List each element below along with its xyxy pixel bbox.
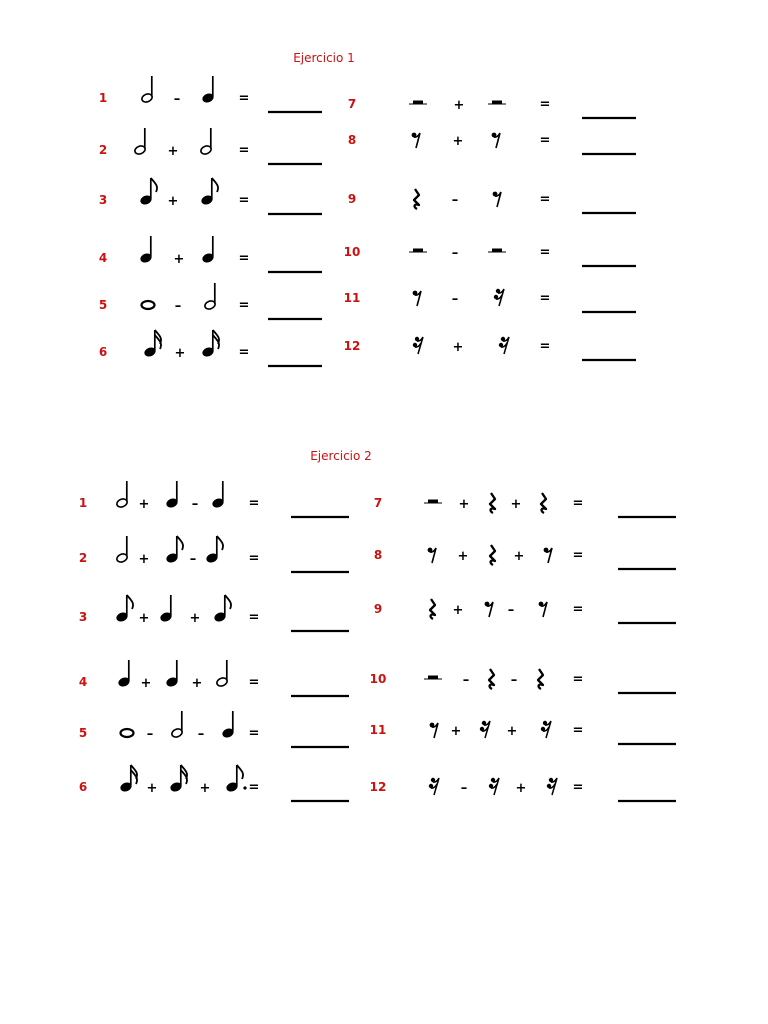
plus-sign: + [515,781,527,796]
sixteenth-rest-icon [480,721,490,738]
problem-number: 1 [98,91,108,105]
problem-number: 12 [343,339,361,353]
problem-number: 7 [373,496,383,510]
half-icon [141,76,154,104]
equals-sign: = [248,726,260,741]
problem-number: 9 [373,602,383,616]
problem-number: 5 [78,726,88,740]
plus-sign: + [191,676,203,691]
minus-sign: – [174,299,182,314]
whole-icon [121,729,134,737]
quarter-rest-icon [538,669,543,689]
half-icon [116,481,129,509]
half-rest-icon [488,101,506,105]
eighth-icon [214,595,231,623]
problem-number: 6 [78,780,88,794]
problem-number: 4 [98,251,108,265]
eighth-icon [206,536,223,564]
equals-sign: = [238,143,250,158]
equals-sign: = [248,780,260,795]
eighth-icon [201,178,218,206]
equals-sign: = [572,548,584,563]
eighth-rest-icon [485,602,493,617]
half-rest-icon [409,249,427,253]
equals-sign: = [539,245,551,260]
plus-sign: + [140,676,152,691]
exercise-2-problem-12 [370,778,676,801]
exercise-2-problem-4 [79,660,349,696]
exercise-1-problem-1 [99,76,322,112]
half-icon [171,711,184,739]
quarter-icon [202,236,215,264]
sixteenth-rest-icon [429,778,439,795]
eighth-icon [116,595,133,623]
quarter-icon [202,76,215,104]
exercise-2-problem-8 [374,545,676,569]
problem-number: 2 [98,143,108,157]
quarter-icon [140,236,153,264]
plus-sign: + [189,611,201,626]
whole-icon [142,301,155,309]
plus-sign: + [458,497,470,512]
exercise-2-problem-1 [79,481,349,517]
sixteenth-rest-icon [499,337,509,354]
half-rest-icon [424,676,442,680]
plus-sign: + [453,98,465,113]
sixteenth-icon [202,330,219,358]
problem-number: 10 [343,245,361,259]
eighth-icon [140,178,157,206]
half-icon [134,128,147,156]
equals-sign: = [539,133,551,148]
quarter-rest-icon [414,189,419,209]
dotted-eighth-icon [226,765,247,793]
eighth-rest-icon [413,291,421,306]
plus-sign: + [450,724,462,739]
sixteenth-rest-icon [489,778,499,795]
equals-sign: = [238,298,250,313]
eighth-rest-icon [428,548,436,563]
plus-sign: + [513,549,525,564]
minus-sign: – [146,727,154,742]
exercise-2-title: Ejercicio 2 [310,449,372,463]
minus-sign: – [173,92,181,107]
equals-sign: = [572,602,584,617]
eighth-rest-icon [544,548,552,563]
exercise-1-problem-8 [348,133,636,154]
plus-sign: + [452,603,464,618]
eighth-rest-icon [492,133,500,148]
half-icon [204,283,217,311]
plus-sign: + [457,549,469,564]
plus-sign: + [167,194,179,209]
exercise-2-problem-3 [79,595,349,631]
eighth-rest-icon [539,602,547,617]
problem-number: 9 [347,192,357,206]
problem-number: 11 [369,723,387,737]
eighth-rest-icon [493,192,501,207]
plus-sign: + [146,781,158,796]
plus-sign: + [167,144,179,159]
exercise-1-problem-4 [99,236,322,272]
sixteenth-icon [170,765,187,793]
eighth-icon [166,536,183,564]
minus-sign: – [462,673,470,688]
sixteenth-rest-icon [547,778,557,795]
exercise-2-problem-9 [374,599,676,623]
plus-sign: + [452,340,464,355]
exercise-2-problem-10 [370,669,676,693]
exercise-1-title: Ejercicio 1 [293,51,355,65]
quarter-icon [160,595,173,623]
sixteenth-rest-icon [494,289,504,306]
half-icon [116,536,129,564]
half-icon [216,660,229,688]
plus-sign: + [138,497,150,512]
quarter-icon [166,481,179,509]
exercise-1-problem-3 [99,178,322,214]
quarter-icon [222,711,235,739]
quarter-rest-icon [541,493,546,513]
plus-sign: + [174,346,186,361]
half-rest-icon [409,101,427,105]
quarter-rest-icon [430,599,435,619]
problem-number: 1 [78,496,88,510]
exercise-1-problem-11 [344,289,636,312]
exercise-2-problem-7 [374,493,676,517]
equals-sign: = [248,496,260,511]
minus-sign: – [191,497,199,512]
sixteenth-icon [144,330,161,358]
plus-sign: + [138,552,150,567]
minus-sign: – [451,193,459,208]
exercise-1-problem-7 [348,97,636,118]
minus-sign: – [510,673,518,688]
minus-sign: – [507,603,515,618]
equals-sign: = [248,551,260,566]
exercise-1-problem-2 [99,128,322,164]
equals-sign: = [248,675,260,690]
quarter-rest-icon [490,493,495,513]
eighth-rest-icon [412,133,420,148]
plus-sign: + [173,252,185,267]
equals-sign: = [572,496,584,511]
problem-number: 8 [347,133,357,147]
problem-number: 5 [98,298,108,312]
sixteenth-icon [120,765,137,793]
equals-sign: = [238,91,250,106]
minus-sign: – [189,552,197,567]
sixteenth-rest-icon [413,337,423,354]
equals-sign: = [572,780,584,795]
equals-sign: = [539,192,551,207]
exercise-1-problem-6 [99,330,322,366]
quarter-icon [166,660,179,688]
exercise-1-problem-5 [99,283,322,319]
problem-number: 7 [347,97,357,111]
problem-number: 3 [98,193,108,207]
equals-sign: = [238,345,250,360]
half-rest-icon [424,500,442,504]
minus-sign: – [460,781,468,796]
equals-sign: = [572,723,584,738]
problem-number: 2 [78,551,88,565]
minus-sign: – [451,246,459,261]
minus-sign: – [197,727,205,742]
equals-sign: = [539,291,551,306]
quarter-icon [212,481,225,509]
plus-sign: + [510,497,522,512]
minus-sign: – [451,292,459,307]
plus-sign: + [452,134,464,149]
problem-number: 3 [78,610,88,624]
exercise-1-problem-9 [348,189,636,213]
quarter-rest-icon [490,545,495,565]
equals-sign: = [238,251,250,266]
exercise-2-problem-5 [79,711,349,747]
plus-sign: + [138,611,150,626]
problem-number: 6 [98,345,108,359]
equals-sign: = [539,97,551,112]
equals-sign: = [238,193,250,208]
half-icon [200,128,213,156]
problem-number: 10 [369,672,387,686]
sixteenth-rest-icon [541,721,551,738]
half-rest-icon [488,249,506,253]
problem-number: 4 [78,675,88,689]
quarter-rest-icon [489,669,494,689]
exercise-1-problem-10 [344,245,636,266]
plus-sign: + [199,781,211,796]
exercise-1-problem-12 [344,337,636,360]
exercise-2-problem-6 [79,765,349,801]
equals-sign: = [572,672,584,687]
problem-number: 12 [369,780,387,794]
exercise-2-problem-11 [370,721,676,744]
problem-number: 11 [343,291,361,305]
exercise-2-problem-2 [79,536,349,572]
eighth-rest-icon [430,723,438,738]
quarter-icon [118,660,131,688]
equals-sign: = [539,339,551,354]
problem-number: 8 [373,548,383,562]
plus-sign: + [506,724,518,739]
equals-sign: = [248,610,260,625]
